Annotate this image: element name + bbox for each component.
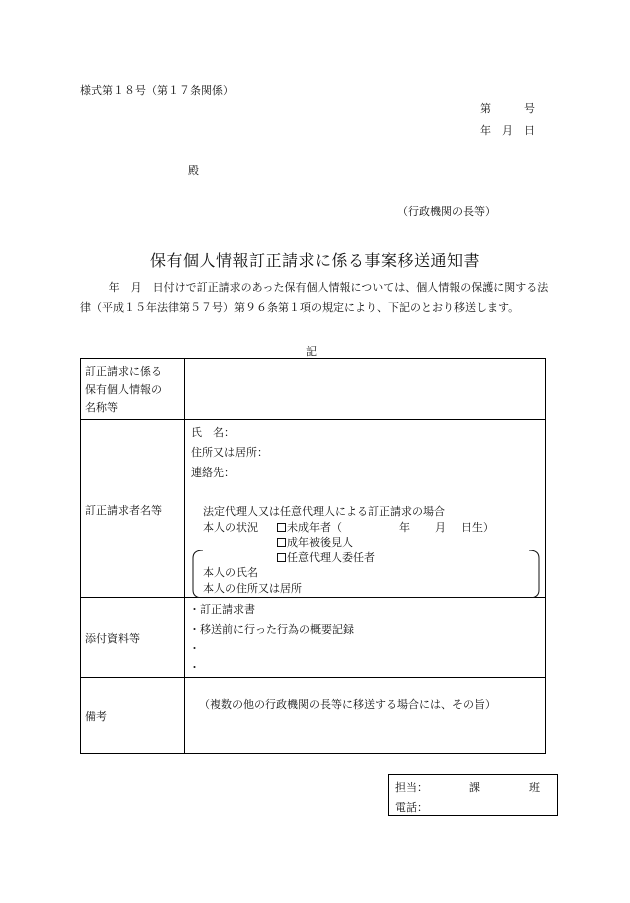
row-label-requester	[81, 420, 185, 597]
addressee-honorific: 殿	[188, 164, 199, 177]
remarks-content[interactable]	[185, 678, 545, 753]
list-item: ・	[189, 642, 200, 655]
status-label: 本人の状況	[203, 521, 258, 534]
ka-label: 課	[469, 781, 480, 794]
row-label-remarks	[81, 678, 185, 753]
tanto-label: 担当：	[395, 781, 428, 794]
document-date: 年 月 日	[480, 124, 535, 137]
list-item: ・移送前に行った行為の概要記録	[189, 623, 354, 636]
requester-name-label: 氏 名：	[191, 426, 235, 439]
option-ward[interactable]: 成年被後見人	[277, 534, 353, 550]
contact-box	[388, 774, 558, 816]
option-minor[interactable]: 未成年者（	[277, 519, 342, 535]
proxy-bracket	[185, 550, 545, 598]
sender: （行政機関の長等）	[397, 205, 496, 218]
option-agent[interactable]: 任意代理人委任者	[277, 549, 375, 565]
body-text: 年 月 日付けで訂正請求のあった保有個人情報については、個人情報の保護に関する法律（平成１５年法律第５７号）第９６条第１項の規定により、下記のとおり移送します。	[80, 281, 549, 314]
attachments-content	[185, 598, 545, 677]
minor-day-label: 日生）	[461, 521, 494, 534]
requester-contact-label: 連絡先：	[191, 466, 235, 479]
label-line-3: 名称等	[85, 401, 118, 414]
table-row-remarks	[81, 678, 545, 753]
minor-month-label: 月	[435, 521, 446, 534]
requester-label: 訂正請求者名等	[85, 504, 162, 517]
person-address-label: 本人の住所又は居所	[203, 582, 302, 595]
record-name-field[interactable]	[185, 359, 545, 419]
list-item: ・	[189, 661, 200, 674]
requester-address-label: 住所又は居所：	[191, 446, 268, 459]
table-row-requester	[81, 420, 545, 598]
label-line-1: 訂正請求に係る	[85, 365, 162, 378]
checkbox-icon	[277, 538, 286, 547]
ki-marker: 記	[306, 345, 317, 358]
table-row-record-name	[81, 359, 545, 420]
form-number: 様式第１８号（第１７条関係）	[80, 84, 234, 97]
list-item: ・訂正請求書	[189, 603, 255, 616]
row-label-record-name	[81, 359, 185, 419]
document-number: 第 号	[480, 102, 535, 115]
remarks-label: 備考	[85, 710, 107, 723]
checkbox-icon	[277, 523, 286, 532]
person-name-label: 本人の氏名	[203, 566, 258, 579]
main-table	[80, 358, 546, 754]
denwa-label: 電話：	[395, 801, 428, 814]
attachments-label: 添付資料等	[85, 632, 140, 645]
han-label: 班	[529, 781, 540, 794]
table-row-attachments	[81, 598, 545, 678]
proxy-title: 法定代理人又は任意代理人による訂正請求の場合	[203, 505, 445, 518]
minor-year-label: 年	[399, 521, 410, 534]
label-line-2: 保有個人情報の	[85, 383, 162, 396]
document-title: 保有個人情報訂正請求に係る事案移送通知書	[149, 251, 480, 270]
row-label-attachments	[81, 598, 185, 677]
remarks-note: （複数の他の行政機関の長等に移送する場合には、その旨）	[199, 698, 496, 711]
